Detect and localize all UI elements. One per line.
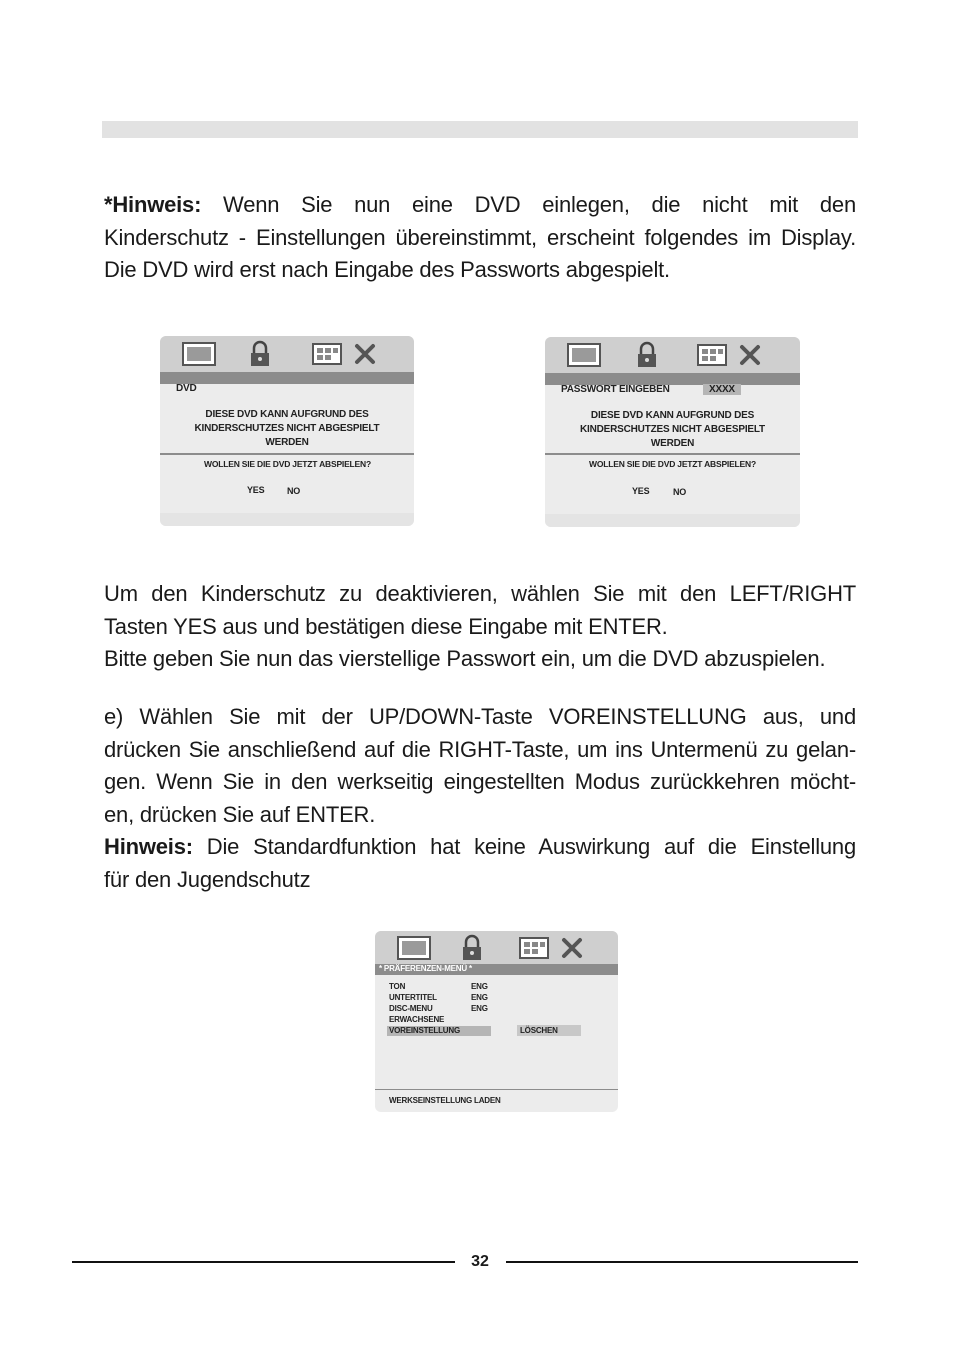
menu-item-untertitel[interactable]: UNTERTITEL	[389, 993, 437, 1002]
menu-footer-factory-reset[interactable]: WERKSEINSTELLUNG LADEN	[389, 1096, 501, 1105]
osd-footer	[545, 514, 800, 527]
submenu-loeschen[interactable]: LÖSCHEN	[520, 1026, 558, 1035]
osd-no-option[interactable]: NO	[287, 486, 301, 496]
menu-value-disc-menu: ENG	[471, 1004, 488, 1013]
menu-item-voreinstellung[interactable]: VOREINSTELLUNG	[389, 1026, 460, 1035]
osd-divider	[375, 1089, 618, 1090]
lock-icon	[249, 340, 271, 368]
osd-message-3: WERDEN	[650, 438, 695, 449]
osd-message-3: WERDEN	[265, 437, 309, 448]
step-e-line-5: Hinweis: Die Standardfunktion hat keine Auswirkung auf die Einstellung	[104, 834, 856, 859]
osd-header-band	[160, 372, 414, 384]
close-icon	[739, 344, 761, 366]
osd-icon-bar	[375, 931, 618, 964]
picture-icon	[397, 936, 431, 960]
footer-rule-right	[506, 1261, 858, 1263]
osd-footer	[160, 513, 414, 526]
header-bar	[102, 121, 858, 138]
intro-paragraph	[104, 189, 856, 287]
osd-screen-dvd	[160, 336, 414, 526]
osd-icon-bar	[160, 336, 414, 372]
menu-item-ton[interactable]: TON	[389, 982, 406, 991]
step-e-line-2: drücken Sie anschließend auf die RIGHT-Taste, um ins Untermenü zu gelan-	[104, 736, 856, 762]
lock-icon	[636, 341, 658, 369]
password-field[interactable]: XXXX	[703, 384, 741, 395]
osd-divider	[545, 453, 800, 455]
deactivate-line-1: Um den Kinderschutz zu deaktivieren, wählen Sie mit den LEFT/RIGHT	[104, 581, 856, 606]
step-e-line-1: e) Wählen Sie mit der UP/DOWN-Taste VOREINSTELLUNG aus, und	[104, 704, 856, 729]
picture-icon	[182, 342, 216, 366]
step-e-line-3: gen. Wenn Sie in den werkseitig eingestellten Modus zurückkehren möcht-	[104, 769, 856, 794]
osd-message-1: DIESE DVD KANN AUFGRUND DES	[590, 410, 755, 421]
step-e-line-4: en, drücken Sie auf ENTER.	[104, 801, 376, 827]
picture-icon	[567, 343, 601, 367]
osd-message-2: KINDERSCHUTZES NICHT ABGESPIELT	[194, 423, 380, 434]
osd-yes-option[interactable]: YES	[632, 486, 650, 496]
osd-screen-preferences	[375, 931, 618, 1112]
osd-screen-password	[545, 337, 800, 527]
intro-line-2: Kinderschutz - Einstellungen übereinstimmt, erscheint folgendes im Display.	[104, 224, 856, 250]
osd-message-2: KINDERSCHUTZES NICHT ABGESPIELT	[580, 424, 765, 435]
page-number: 32	[471, 1253, 489, 1270]
osd-yes-option[interactable]: YES	[247, 485, 265, 495]
footer-rule-left	[72, 1261, 455, 1263]
osd-question: WOLLEN SIE DIE DVD JETZT ABSPIELEN?	[204, 459, 371, 469]
menu-item-disc-menu[interactable]: DISC-MENU	[389, 1004, 433, 1013]
step-e-line-6: für den Jugendschutz	[104, 866, 311, 892]
lock-icon	[461, 934, 483, 962]
menu-value-ton: ENG	[471, 982, 488, 991]
osd-header-label: DVD	[176, 383, 197, 394]
grid-icon	[519, 937, 549, 959]
close-icon	[354, 343, 376, 365]
menu-item-erwachsene[interactable]: ERWACHSENE	[389, 1015, 445, 1024]
osd-header-label: PASSWORT EINGEBEN	[561, 384, 670, 395]
intro-line-3: Die DVD wird erst nach Eingabe des Passworts abgespielt.	[104, 257, 670, 282]
deactivate-paragraph	[104, 578, 856, 676]
step-e-paragraph	[104, 701, 856, 896]
osd-divider	[160, 453, 414, 455]
grid-icon	[697, 344, 727, 366]
hint-label: *Hinweis:	[104, 192, 202, 217]
osd-message-1: DIESE DVD KANN AUFGRUND DES	[205, 409, 369, 420]
intro-line-1: *Hinweis: Wenn Sie nun eine DVD einlegen, die nicht mit den	[104, 192, 856, 217]
osd-question: WOLLEN SIE DIE DVD JETZT ABSPIELEN?	[589, 459, 756, 469]
osd-header-label: * PRÄFERENZEN-MENÜ *	[379, 964, 472, 973]
osd-no-option[interactable]: NO	[673, 487, 687, 497]
menu-value-untertitel: ENG	[471, 993, 488, 1002]
deactivate-line-2: Tasten YES aus und bestätigen diese Eingabe mit ENTER.	[104, 613, 668, 639]
osd-icon-bar	[545, 337, 800, 373]
close-icon	[561, 937, 583, 959]
hint-label: Hinweis:	[104, 834, 193, 859]
grid-icon	[312, 343, 342, 365]
deactivate-line-3: Bitte geben Sie nun das vierstellige Passwort ein, um die DVD abzuspielen.	[104, 646, 826, 671]
